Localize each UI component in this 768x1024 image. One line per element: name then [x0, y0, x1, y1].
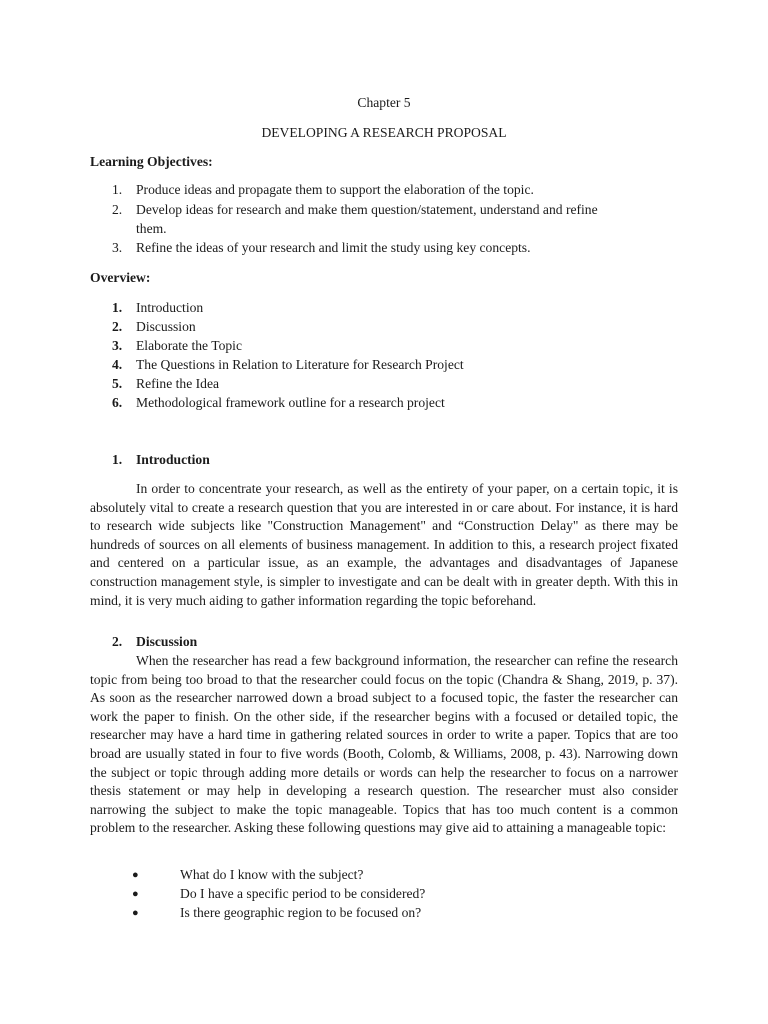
- introduction-paragraph: In order to concentrate your research, as well as the entirety of your paper, on a certain topic, it is absolutely vital to create a research question that you are interested in or care about. For instance, it is hard to research wide subjects like "Construction Management" and “Construction Delay" as there may be hundreds of sources on all elements of business management. In addition to this, a research project fixated and centered on a particular issue, as an example, the advantages and disadvantages of Japanese construction management style, is simpler to investigate and can be dealt with in greater depth. With this in mind, it is very much aiding to gather information regarding the topic beforehand.: [90, 481, 678, 608]
- overview-number: 5.: [112, 376, 123, 391]
- overview-heading: Overview:: [90, 270, 151, 285]
- overview-number: 2.: [112, 319, 123, 334]
- overview-number: 3.: [112, 338, 123, 353]
- objective-text: Refine the ideas of your research and limit the study using key concepts.: [136, 240, 531, 255]
- objective-text: them.: [136, 221, 167, 236]
- bullet-text: What do I know with the subject?: [180, 867, 364, 882]
- learning-objectives-heading: Learning Objectives:: [90, 154, 213, 169]
- discussion-paragraph: When the researcher has read a few background information, the researcher can refine the research topic from being too broad to that the researcher could focus on the topic (Chandra & Shang, 2019, p. 37). As soon as the researcher narrowed down a broad subject to a focused topic, the faster the researcher can work the paper to finish. On the other side, if the researcher begins with a focused or detailed topic, the researcher may have a hard time in gathering related sources in order to write a paper. Topics that are too broad are usually stated in four to five words (Booth, Colomb, & Williams, 2008, p. 43). Narrowing down the subject or topic through adding more details or words can help the researcher to focus on a narrower thesis statement or may help in developing a research question. The researcher must also consider narrowing the subject to make the topic manageable. Topics that has too much content is a common problem to the researcher. Asking these following questions may give aid to attaining a manageable topic:: [90, 653, 678, 836]
- bullet-icon: ●: [132, 907, 139, 919]
- overview-text: Refine the Idea: [136, 376, 220, 391]
- overview-text: Elaborate the Topic: [136, 338, 242, 353]
- overview-number: 1.: [112, 300, 123, 315]
- objective-number: 2.: [112, 202, 123, 217]
- overview-text: Introduction: [136, 300, 204, 315]
- overview-number: 6.: [112, 395, 123, 410]
- objective-number: 1.: [112, 182, 123, 197]
- overview-text: Discussion: [136, 319, 196, 334]
- bullet-text: Do I have a specific period to be considered?: [180, 886, 426, 901]
- page-title: DEVELOPING A RESEARCH PROPOSAL: [261, 125, 507, 140]
- bullet-icon: ●: [132, 869, 139, 881]
- overview-text: The Questions in Relation to Literature for Research Project: [136, 357, 464, 372]
- chapter-label: Chapter 5: [357, 95, 411, 110]
- objective-number: 3.: [112, 240, 123, 255]
- bullet-icon: ●: [132, 888, 139, 900]
- overview-text: Methodological framework outline for a research project: [136, 395, 445, 410]
- section-title: Introduction: [136, 452, 210, 467]
- section-number: 1.: [112, 452, 123, 467]
- section-number: 2.: [112, 634, 123, 649]
- objective-text: Develop ideas for research and make them question/statement, understand and refine: [136, 202, 598, 217]
- overview-number: 4.: [112, 357, 123, 372]
- objective-text: Produce ideas and propagate them to support the elaboration of the topic.: [136, 182, 534, 197]
- bullet-text: Is there geographic region to be focused on?: [180, 905, 422, 920]
- section-title: Discussion: [136, 634, 198, 649]
